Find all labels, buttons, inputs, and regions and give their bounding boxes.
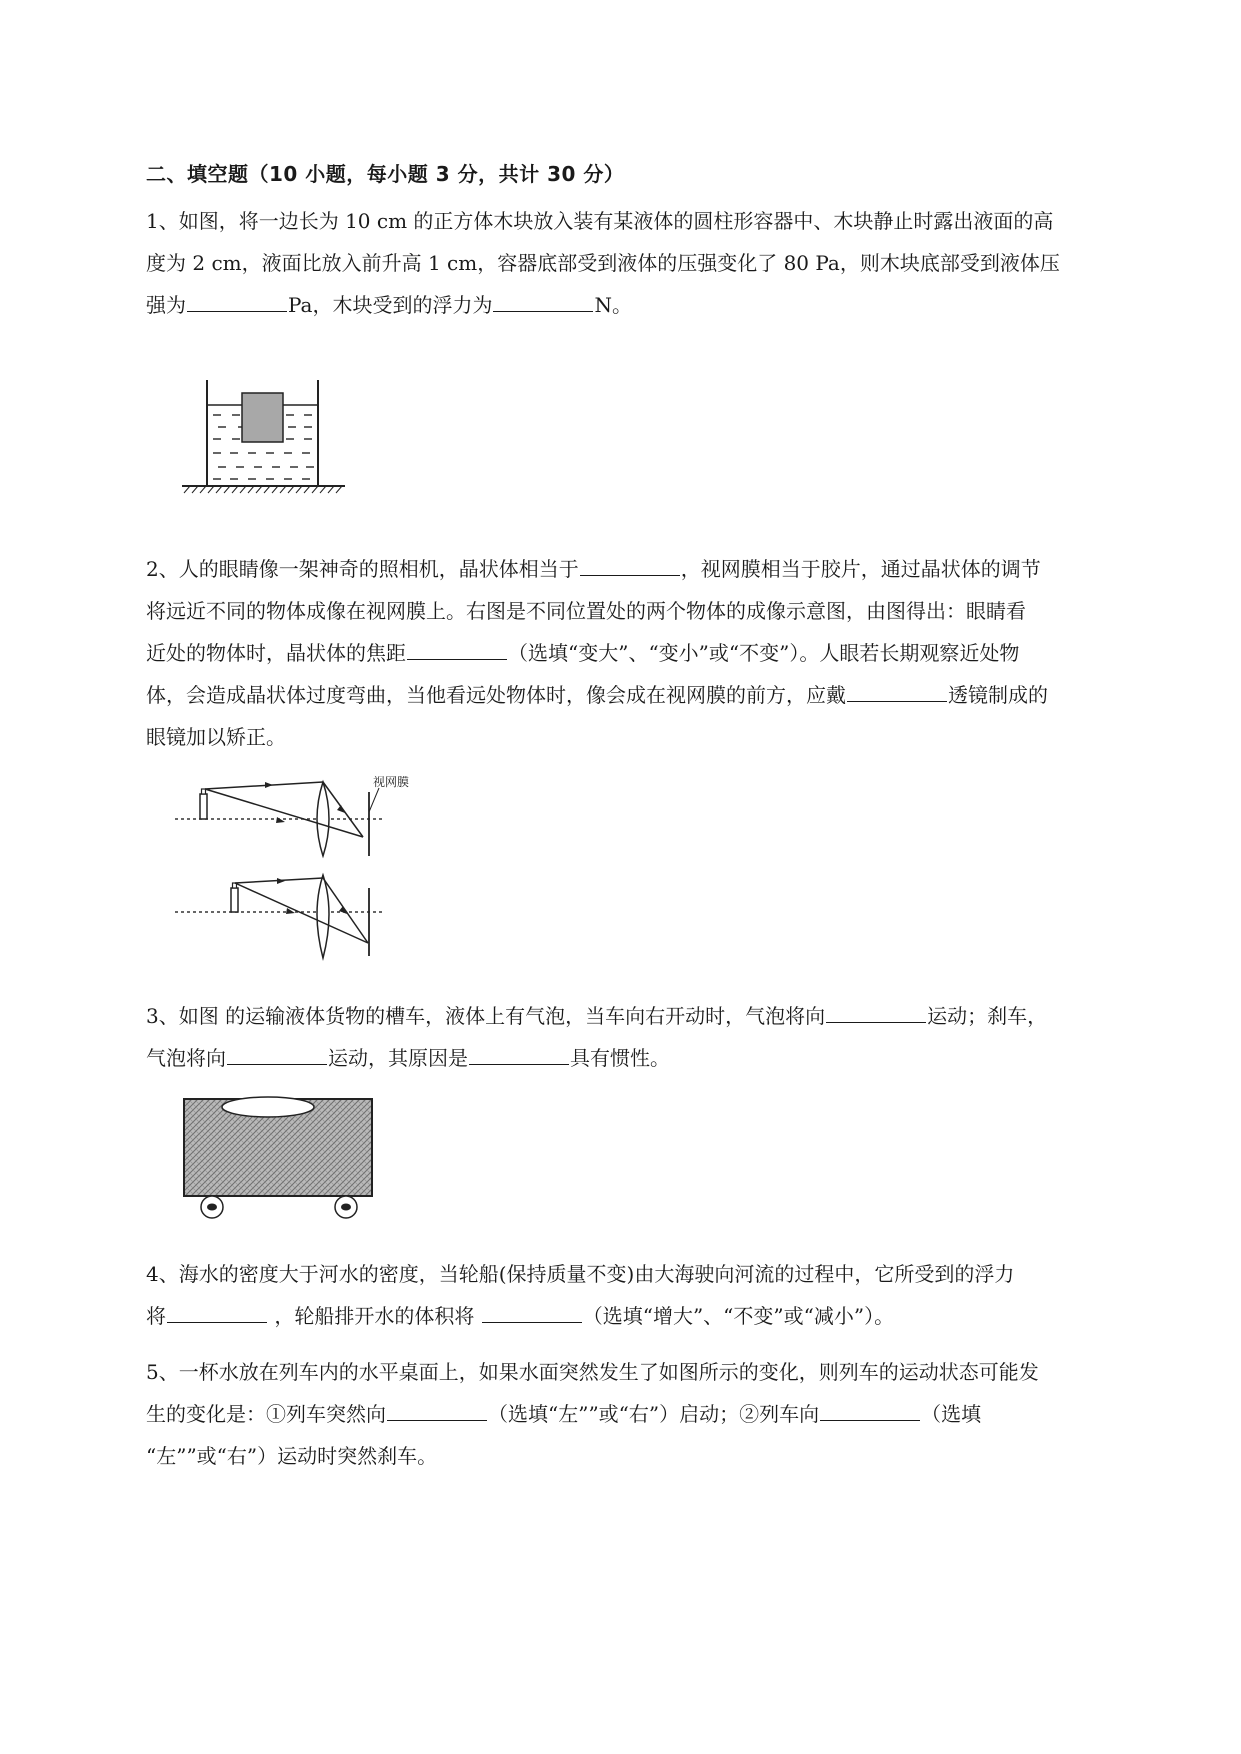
question-1-line-3: 强为 Pa，木块受到的浮力为 N。 <box>146 284 1151 326</box>
section-title: 二、填空题（10 小题，每小题 3 分，共计 30 分） <box>146 162 625 186</box>
answer-blank[interactable] <box>820 1398 920 1421</box>
question-2-line-5: 眼镜加以矫正。 <box>146 725 286 749</box>
question-5 <box>146 1351 1151 1477</box>
question-2 <box>146 548 1151 758</box>
question-3-line-2: 气泡将向 运动，其原因是 具有惯性。 <box>146 1037 1151 1079</box>
question-2-line-1: 2、人的眼睛像一架神奇的照相机，晶状体相当于 ，视网膜相当于胶片，通过晶状体的调节 <box>146 548 1151 590</box>
answer-blank[interactable] <box>227 1042 327 1065</box>
question-2-line-3: 近处的物体时，晶状体的焦距 （选填“变大”、“变小”或“不变”）。人眼若长期观察近处物 <box>146 632 1151 674</box>
question-4-line-2: 将 ，轮船排开水的体积将 （选填“增大”、“不变”或“减小”）。 <box>146 1295 1151 1337</box>
question-1 <box>146 200 1151 326</box>
tank-truck-figure <box>178 1095 388 1220</box>
container-wood-block-figure <box>180 375 360 500</box>
answer-blank[interactable] <box>493 289 593 312</box>
question-1-line-1: 1、如图，将一边长为 10 cm 的正方体木块放入装有某液体的圆柱形容器中、木块静止时露出液面的高 <box>146 209 1054 233</box>
question-5-line-1: 5、一杯水放在列车内的水平桌面上，如果水面突然发生了如图所示的变化，则列车的运动状态可能发 <box>146 1360 1039 1384</box>
question-1-line-2: 度为 2 cm，液面比放入前升高 1 cm，容器底部受到液体的压强变化了 80 Pa，则木块底部受到液体压 <box>146 251 1060 275</box>
answer-blank[interactable] <box>580 553 680 576</box>
answer-blank[interactable] <box>482 1300 582 1323</box>
answer-blank[interactable] <box>187 289 287 312</box>
question-4 <box>146 1253 1151 1337</box>
answer-blank[interactable] <box>167 1300 267 1323</box>
question-2-line-2: 将远近不同的物体成像在视网膜上。右图是不同位置处的两个物体的成像示意图，由图得出：眼睛看 <box>146 599 1026 623</box>
question-5-line-2: 生的变化是：①列车突然向 （选填“左””或“右”）启动；②列车向 （选填 <box>146 1393 1151 1435</box>
answer-blank[interactable] <box>847 679 947 702</box>
question-2-line-4: 体，会造成晶状体过度弯曲，当他看远处物体时，像会成在视网膜的前方，应戴 透镜制成的 <box>146 674 1151 716</box>
retina-label: 视网膜 <box>373 775 410 789</box>
question-5-line-3: “左””或“右”）运动时突然刹车。 <box>146 1444 438 1468</box>
eye-imaging-figure <box>175 770 445 970</box>
answer-blank[interactable] <box>469 1042 569 1065</box>
answer-blank[interactable] <box>407 637 507 660</box>
question-3-line-1: 3、如图 的运输液体货物的槽车，液体上有气泡，当车向右开动时，气泡将向 运动；刹车， <box>146 995 1151 1037</box>
question-4-line-1: 4、海水的密度大于河水的密度，当轮船(保持质量不变)由大海驶向河流的过程中，它所受到的浮力 <box>146 1262 1015 1286</box>
answer-blank[interactable] <box>826 1000 926 1023</box>
answer-blank[interactable] <box>387 1398 487 1421</box>
question-3 <box>146 995 1151 1079</box>
